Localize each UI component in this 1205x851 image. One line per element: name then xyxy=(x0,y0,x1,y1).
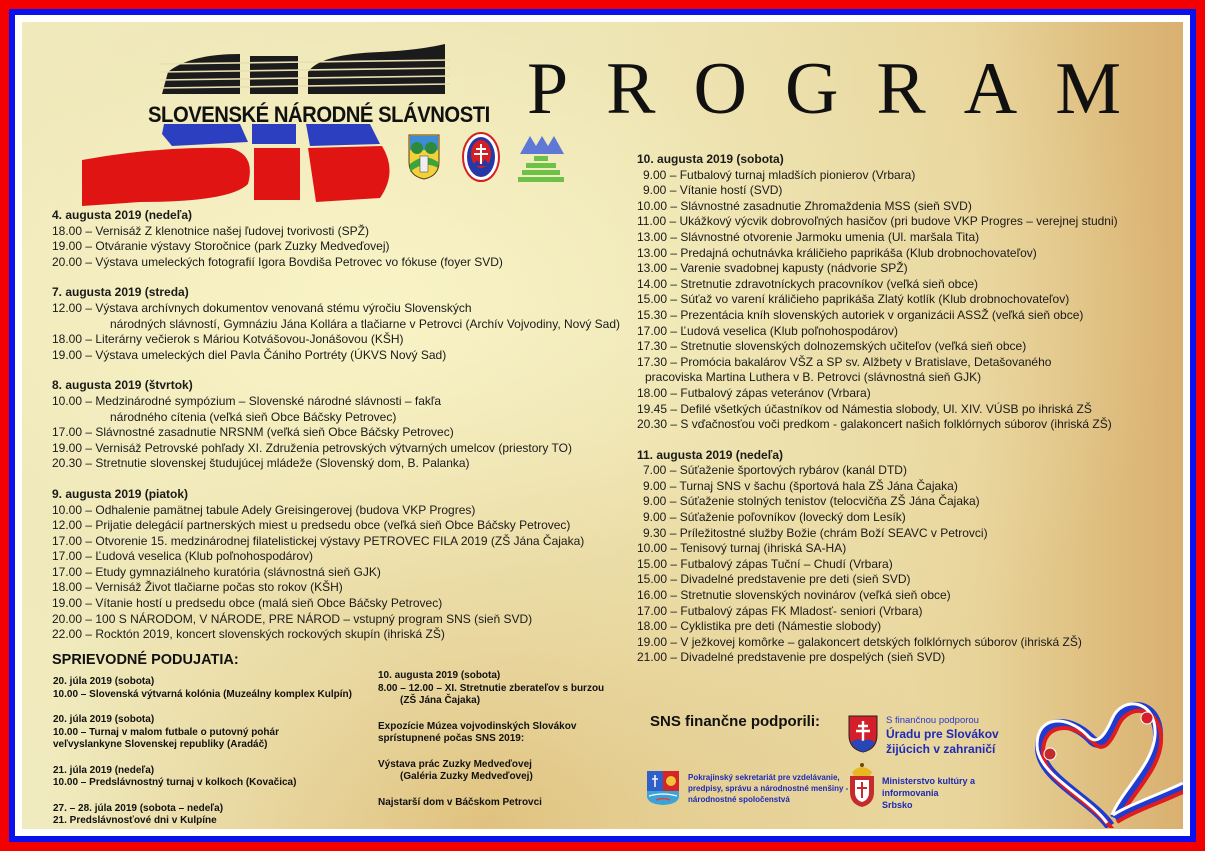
event-item: 12.00 – Prijatie delegácií partnerských miest u predsedu obce (veľká sieň Obce Báčsky Petrovec) xyxy=(52,518,571,533)
accompanying-line: veľvyslankyne Slovenskej republiky (Aradáč) xyxy=(53,739,268,750)
event-item: 20.00 – 100 S NÁRODOM, V NÁRODE, PRE NÁROD – vstupný program SNS (sieň SVD) xyxy=(52,611,533,626)
mountains-emblem-icon xyxy=(516,132,566,184)
day-heading: 10. augusta 2019 (sobota) xyxy=(637,152,784,166)
accompanying-line: Expozície Múzea vojvodinských Slovákov xyxy=(378,720,577,732)
sponsor-vojvodina-secretariat xyxy=(646,770,866,810)
sponsor-line: Úradu pre Slovákov xyxy=(886,727,999,741)
event-item: 15.00 – Futbalový zápas Tuční – Chudí (Vrbara) xyxy=(637,556,893,571)
accompanying-line: Najstarší dom v Báčskom Petrovci xyxy=(378,796,542,808)
accompanying-line: sprístupnené počas SNS 2019: xyxy=(378,733,525,744)
accompanying-item xyxy=(53,765,352,790)
event-item: 17.00 – Slávnostné zasadnutie NRSNM (veľká sieň Obce Báčsky Petrovec) xyxy=(52,425,454,440)
accompanying-item xyxy=(378,797,604,810)
event-item-continuation: národného cítenia (veľká sieň Obce Báčsky Petrovec) xyxy=(110,409,397,424)
sponsor-line: informovania xyxy=(882,788,939,798)
event-item: 9.00 – Turnaj SNS v šachu (športová hala ZŠ Jána Čajaka) xyxy=(643,478,958,493)
event-item: 17.00 – Ľudová veselica (Klub poľnohospodárov) xyxy=(637,323,899,338)
accompanying-left xyxy=(53,676,352,829)
event-item: 17.30 – Stretnutie slovenských dolnozemských učiteľov (veľká sieň obce) xyxy=(637,339,1027,354)
day-heading: 7. augusta 2019 (streda) xyxy=(52,285,189,300)
event-item: 17.30 – Promócia bakalárov VŠZ a SP sv. Alžbety v Bratislave, Detašovaného xyxy=(637,354,1052,369)
event-item: 15.00 – Súťaž vo varení králičieho paprikáša Zlatý kotlík (Klub drobnochovateľov) xyxy=(637,292,1070,307)
event-item: 13.00 – Slávnostné otvorenie Jarmoku umenia (Ul. maršala Tita) xyxy=(637,229,980,244)
sponsor-line: S finančnou podporou xyxy=(886,715,979,726)
event-item: 19.00 – Vítanie hostí u predsedu obce (malá sieň Obce Báčsky Petrovec) xyxy=(52,596,443,611)
event-item: 18.00 – Literárny večierok s Máriou Kotvášovou-Jonášovou (KŠH) xyxy=(52,332,404,347)
slovak-coat-of-arms-icon xyxy=(848,715,878,753)
day-heading: 8. augusta 2019 (štvrtok) xyxy=(52,378,193,393)
accompanying-date: 21. júla 2019 (nedeľa) xyxy=(53,764,155,776)
day-august-11 xyxy=(637,448,1118,666)
accompanying-date: 27. – 28. júla 2019 (sobota – nedeľa) xyxy=(53,802,224,814)
sponsor-line: predpisy, správu a národnostné menšiny - xyxy=(688,784,849,793)
event-item: 18.00 – Cyklistika pre deti (Námestie slobody) xyxy=(637,619,882,634)
event-item: 10.00 – Tenisový turnaj (ihriská SA-HA) xyxy=(637,541,847,556)
event-item: 13.00 – Predajná ochutnávka králičieho paprikáša (Klub drobnochovateľov) xyxy=(637,245,1037,260)
event-item: 10.00 – Odhalenie pamätnej tabule Adely Greisingerovej (budova VKP Progres) xyxy=(52,502,476,517)
poster-background xyxy=(22,22,1183,829)
day-august-4 xyxy=(52,208,620,270)
accompanying-line: (Galéria Zuzky Medveďovej) xyxy=(400,771,533,782)
event-item: 9.00 – Súťaženie stolných tenistov (telocvičňa ZŠ Jána Čajaka) xyxy=(643,494,980,509)
event-item: 20.30 – S vďačnosťou voči predkom - galakoncert našich folklórnych súborov (ihriská ZŠ) xyxy=(637,417,1112,432)
event-item: 17.00 – Otvorenie 15. medzinárodnej filatelistickej výstavy PETROVEC FILA 2019 (ZŠ Jána Čajaka) xyxy=(52,533,585,548)
accompanying-line: 8.00 – 12.00 – XI. Stretnutie zberateľov s burzou xyxy=(378,682,605,694)
day-heading: 4. augusta 2019 (nedeľa) xyxy=(52,208,193,222)
event-item: 9.30 – Príležitostné služby Božie (chrám Boží SEAVC v Petrovci) xyxy=(643,525,988,540)
event-item: 19.00 – Otváranie výstavy Storočnice (park Zuzky Medveďovej) xyxy=(52,239,390,254)
event-item-continuation: pracoviska Martina Luthera v B. Petrovci (slávnostná sieň GJK) xyxy=(645,370,982,385)
accompanying-heading: SPRIEVODNÉ PODUJATIA: xyxy=(52,652,239,668)
event-item: 13.00 – Varenie svadobnej kapusty (nádvorie SPŽ) xyxy=(637,261,908,276)
event-item: 21.00 – Divadelné predstavenie pre dospelých (sieň SVD) xyxy=(637,650,946,665)
event-item: 10.00 – Slávnostné zasadnutie Zhromaždenia MSS (sieň SVD) xyxy=(637,198,972,213)
sponsor-line: Pokrajinský sekretariát pre vzdelávanie, xyxy=(688,773,840,782)
sponsor-line: Srbsko xyxy=(882,800,913,810)
vojvodina-coat-of-arms-icon xyxy=(646,770,680,806)
heart-ribbon-icon xyxy=(1030,698,1183,828)
event-item: 14.00 – Stretnutie zdravotníckych pracovníkov (veľká sieň obce) xyxy=(637,276,979,291)
day-august-7 xyxy=(52,285,620,363)
program-right-column xyxy=(637,152,1118,681)
page-title: PROGRAM xyxy=(527,48,1159,130)
sponsor-line: Ministerstvo kultúry a xyxy=(882,776,976,786)
event-item-continuation: národných slávností, Gymnáziu Jána Kollára a tlačiarne v Petrovci (Archív Vojvodiny, Nový Sad) xyxy=(110,316,621,331)
day-heading: 11. augusta 2019 (nedeľa) xyxy=(637,447,784,462)
accompanying-item xyxy=(53,803,352,828)
day-august-8 xyxy=(52,378,620,472)
accompanying-line: 21. Predslávnosťové dni v Kulpíne xyxy=(53,815,217,826)
event-item: 15.30 – Prezentácia kníh slovenských autoriek v organizácii ASSŽ (veľká sieň obce) xyxy=(637,307,1084,322)
mss-emblem-icon xyxy=(462,132,500,182)
accompanying-item xyxy=(378,670,604,708)
serbian-coat-of-arms-icon xyxy=(848,762,876,808)
event-item: 20.30 – Stretnutie slovenskej študujúcej mládeže (Slovenský dom, B. Palanka) xyxy=(52,456,470,471)
event-item: 9.00 – Súťaženie poľovníkov (lovecký dom Lesík) xyxy=(643,510,906,525)
sponsor-line: národnostné spoločenstvá xyxy=(688,795,790,804)
program-left-column xyxy=(52,208,620,658)
event-item: 20.00 – Výstava umeleckých fotografií Igora Bovdiša Petrovec vo fókuse (foyer SVD) xyxy=(52,254,503,269)
accompanying-line: (ZŠ Jána Čajaka) xyxy=(400,695,481,706)
accompanying-date: 20. júla 2019 (sobota) xyxy=(53,676,155,687)
accompanying-line: 10.00 – Slovenská výtvarná kolónia (Muzeálny komplex Kulpín) xyxy=(53,688,352,700)
event-item: 19.00 – Výstava umeleckých diel Pavla Čániho Portréty (ÚKVS Nový Sad) xyxy=(52,347,447,362)
event-item: 22.00 – Rocktón 2019, koncert slovenských rockových skupín (ihriská ZŠ) xyxy=(52,627,445,642)
event-item: 18.00 – Vernisáž Z klenotnice našej ľudovej tvorivosti (SPŽ) xyxy=(52,223,369,238)
event-item: 9.00 – Futbalový turnaj mladších pionierov (Vrbara) xyxy=(643,167,916,182)
backi-petrovec-coat-of-arms-icon xyxy=(408,134,440,180)
accompanying-item xyxy=(53,676,352,701)
event-item: 16.00 – Stretnutie slovenských novinárov (veľká sieň obce) xyxy=(637,588,951,603)
event-item: 11.00 – Ukážkový výcvik dobrovoľných hasičov (pri budove VKP Progres – verejnej studni) xyxy=(637,214,1118,229)
accompanying-item xyxy=(378,721,604,746)
accompanying-line: 10.00 – Turnaj v malom futbale o putovný pohár xyxy=(53,726,279,738)
accompanying-line: Výstava prác Zuzky Medveďovej xyxy=(378,758,532,770)
event-item: 17.00 – Etudy gymnaziálneho kuratória (slávnostná sieň GJK) xyxy=(52,564,381,579)
logo-slogan: SLOVENSKÉ NÁRODNÉ SLÁVNOSTI xyxy=(148,102,490,127)
event-item: 19.00 – Vernisáž Petrovské pohľady XI. Združenia petrovských výtvarných umelcov (priestory TO) xyxy=(52,440,572,455)
sponsors-heading: SNS finančne podporili: xyxy=(650,713,821,730)
accompanying-item xyxy=(378,759,604,784)
day-august-9 xyxy=(52,487,620,643)
sponsor-line: žijúcich v zahraničí xyxy=(886,742,996,756)
accompanying-item xyxy=(53,714,352,752)
day-august-10 xyxy=(637,152,1118,433)
event-item: 12.00 – Výstava archívnych dokumentov venovaná stému výročiu Slovenských xyxy=(52,300,472,315)
day-heading: 9. augusta 2019 (piatok) xyxy=(52,486,189,501)
event-item: 15.00 – Divadelné predstavenie pre deti (sieň SVD) xyxy=(637,572,911,587)
sns-logo xyxy=(80,42,490,207)
event-item: 19.45 – Defilé všetkých účastníkov od Námestia slobody, Ul. XIV. VÚSB po ihriská ZŠ xyxy=(637,401,1092,416)
event-item: 17.00 – Futbalový zápas FK Mladosť- seniori (Vrbara) xyxy=(637,603,923,618)
event-item: 17.00 – Ľudová veselica (Klub poľnohospodárov) xyxy=(52,549,314,564)
event-item: 19.00 – V ježkovej komôrke – galakoncert detských folklórnych súborov (ihriská ZŠ) xyxy=(637,634,1082,649)
event-item: 10.00 – Medzinárodné sympózium – Slovenské národné slávnosti – fakľa xyxy=(52,393,442,408)
event-item: 9.00 – Vítanie hostí (SVD) xyxy=(643,183,783,198)
accompanying-line: 10.00 – Predslávnostný turnaj v kolkoch (Kovačica) xyxy=(53,777,297,788)
accompanying-date: 20. júla 2019 (sobota) xyxy=(53,714,155,725)
event-item: 7.00 – Súťaženie športových rybárov (kanál DTD) xyxy=(643,463,907,478)
event-item: 18.00 – Futbalový zápas veteránov (Vrbara) xyxy=(637,385,871,400)
sponsor-serbian-ministry xyxy=(848,762,998,812)
accompanying-right xyxy=(378,670,604,822)
accompanying-line: 10. augusta 2019 (sobota) xyxy=(378,670,501,681)
event-item: 18.00 – Vernisáž Život tlačiarne počas sto rokov (KŠH) xyxy=(52,580,343,595)
